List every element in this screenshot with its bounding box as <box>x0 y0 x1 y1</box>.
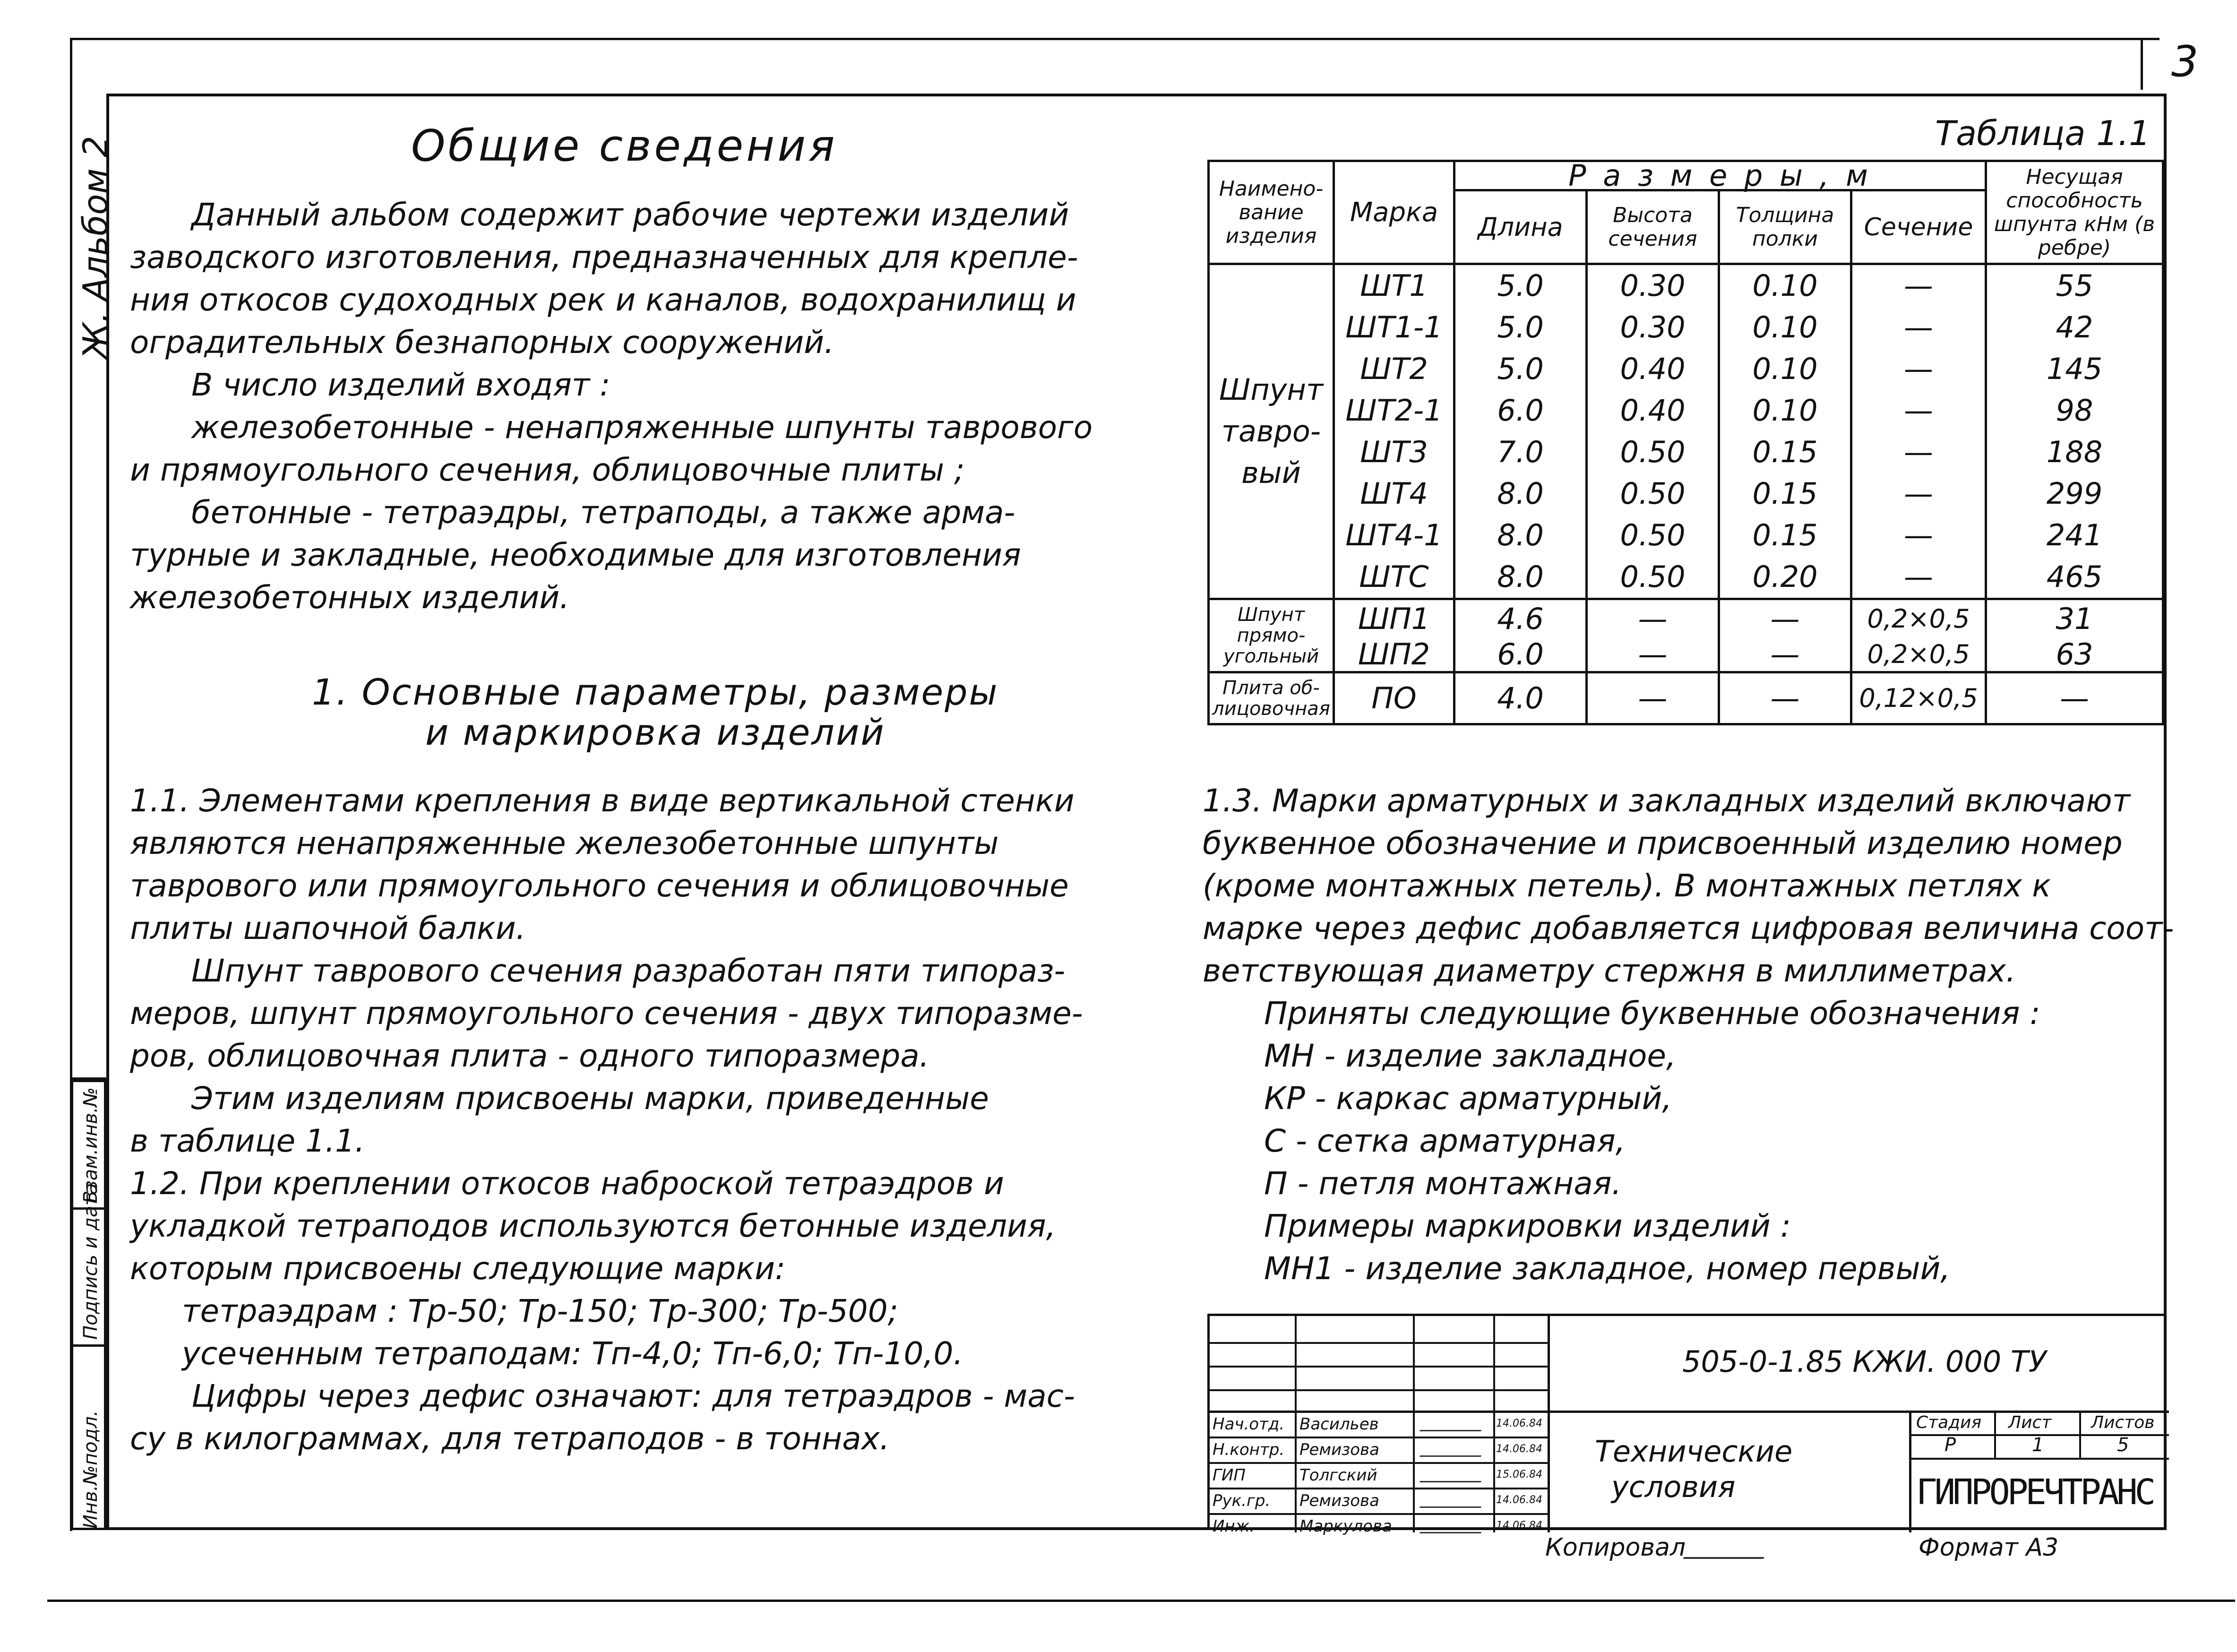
signer-name: Маркулова <box>1299 1517 1392 1536</box>
cell-flange: 0.10 <box>1719 390 1851 431</box>
table-row <box>1209 638 2163 672</box>
header-capacity: Несущая способность шпунта кНм (в ребре) <box>1986 161 2163 264</box>
cell-capacity: 188 <box>1986 431 2163 473</box>
signer-role: ГИП <box>1213 1466 1246 1485</box>
cell-height: — <box>1587 638 1719 672</box>
body-line: П - петля монтажная. <box>1264 1165 1622 1202</box>
cell-mark: ШТ2-1 <box>1334 390 1454 431</box>
body-line: тетраэдрам : Тр-50; Тр-150; Тр-300; Тр-500; <box>182 1293 898 1329</box>
table-row <box>1209 264 2163 307</box>
page-title: Общие сведения <box>411 120 838 171</box>
group-tee: Шпунт тавро-вый <box>1209 264 1334 599</box>
cell-mark: ШП2 <box>1334 638 1454 672</box>
document-title-2: условия <box>1611 1470 1736 1504</box>
cell-length: 6.0 <box>1454 638 1587 672</box>
cell-capacity: 465 <box>1986 556 2163 599</box>
cell-capacity: 98 <box>1986 390 2163 431</box>
table-row <box>1209 515 2163 556</box>
signer-role: Нач.отд. <box>1213 1415 1285 1434</box>
cell-mark: ШТ1 <box>1334 264 1454 307</box>
left-body-text <box>130 780 1083 1460</box>
cell-height: 0.50 <box>1587 473 1719 515</box>
format-label: Формат А3 <box>1919 1533 2059 1562</box>
cell-capacity: 42 <box>1986 307 2163 348</box>
body-line: которым присвоены следующие марки: <box>130 1250 786 1287</box>
table-row <box>1209 431 2163 473</box>
table-row <box>1209 307 2163 348</box>
cell-height: 0.50 <box>1587 431 1719 473</box>
cell-flange: 0.15 <box>1719 431 1851 473</box>
signer-name: Ремизова <box>1299 1491 1379 1510</box>
cell-capacity: 31 <box>1986 599 2163 638</box>
copier-signature <box>1683 1538 1771 1559</box>
cell-length: 5.0 <box>1454 264 1587 307</box>
cell-length: 5.0 <box>1454 348 1587 390</box>
header-section: Сечение <box>1851 190 1986 264</box>
intro-line: ния откосов судоходных рек и каналов, водохранилищ и <box>130 282 1076 318</box>
document-title: Технические <box>1595 1434 1793 1469</box>
cell-capacity: 55 <box>1986 264 2163 307</box>
cell-height: — <box>1587 599 1719 638</box>
organization-name: ГИПРОРЕЧТРАНС <box>1916 1472 2153 1513</box>
cell-flange: 0.15 <box>1719 515 1851 556</box>
signature-mark <box>1420 1416 1487 1431</box>
signer-date: 14.06.84 <box>1496 1443 1542 1455</box>
body-line: таврового или прямоугольного сечения и облицовочные <box>130 868 1069 904</box>
signer-row <box>1210 1489 1548 1515</box>
intro-line: заводского изготовления, предназначенных для крепле- <box>130 239 1078 275</box>
header-mark: Марка <box>1334 161 1454 264</box>
table-row <box>1209 390 2163 431</box>
body-line: МН - изделие закладное, <box>1264 1038 1677 1074</box>
cell-section: — <box>1851 515 1986 556</box>
body-line: МН1 - изделие закладное, номер первый, <box>1264 1250 1951 1287</box>
intro-text <box>130 194 1093 619</box>
body-line: в таблице 1.1. <box>130 1123 365 1159</box>
dimensions-table <box>1207 160 2164 725</box>
signer-row <box>1210 1438 1548 1464</box>
group-rect: Шпунт прямо-угольный <box>1209 599 1334 672</box>
page-number-divider <box>2141 38 2143 90</box>
signer-row <box>1210 1413 1548 1438</box>
cell-mark: ШТ4 <box>1334 473 1454 515</box>
cell-capacity: 299 <box>1986 473 2163 515</box>
cell-flange: — <box>1719 672 1851 724</box>
body-line: Этим изделиям присвоены марки, приведенные <box>191 1080 989 1117</box>
body-line: Примеры маркировки изделий : <box>1264 1208 1791 1244</box>
cell-capacity: 241 <box>1986 515 2163 556</box>
table-row <box>1209 672 2163 724</box>
cell-capacity: 63 <box>1986 638 2163 672</box>
body-line: Цифры через дефис означают: для тетраэдров - мас- <box>191 1378 1075 1414</box>
signer-name: Васильев <box>1299 1415 1379 1434</box>
cell-section: 0,2×0,5 <box>1851 599 1986 638</box>
copied-label: Копировал <box>1545 1533 1686 1562</box>
signature-mark <box>1420 1467 1487 1482</box>
body-line: являются ненапряженные железобетонные шпунты <box>130 825 999 861</box>
header-flange: Толщина полки <box>1719 190 1851 264</box>
cell-length: 6.0 <box>1454 390 1587 431</box>
signer-date: 15.06.84 <box>1496 1469 1542 1480</box>
cell-mark: ШТ1-1 <box>1334 307 1454 348</box>
cell-section: — <box>1851 348 1986 390</box>
body-line: буквенное обозначение и присвоенный изделию номер <box>1203 825 2123 861</box>
intro-line: В число изделий входят : <box>191 367 611 403</box>
body-line: усеченным тетраподам: Тп-4,0; Тп-6,0; Тп-10,0. <box>182 1335 964 1372</box>
body-line: КР - каркас арматурный, <box>1264 1080 1672 1117</box>
cell-flange: 0.15 <box>1719 473 1851 515</box>
body-line: 1.3. Марки арматурных и закладных изделий включают <box>1203 783 2131 819</box>
cell-height: 0.50 <box>1587 515 1719 556</box>
table-caption: Таблица 1.1 <box>1935 113 2151 153</box>
sheets-value: 5 <box>2117 1434 2129 1456</box>
body-line: Приняты следующие буквенные обозначения : <box>1264 995 2040 1032</box>
intro-line: Данный альбом содержит рабочие чертежи изделий <box>191 197 1069 233</box>
cell-length: 4.0 <box>1454 672 1587 724</box>
cell-height: — <box>1587 672 1719 724</box>
body-line: Шпунт таврового сечения разработан пяти типораз- <box>191 953 1066 989</box>
cell-height: 0.30 <box>1587 264 1719 307</box>
stage-label: Стадия <box>1916 1413 1982 1432</box>
signer-date: 14.06.84 <box>1496 1494 1542 1506</box>
group-plate: Плита об-лицовочная <box>1209 672 1334 724</box>
body-line: ров, облицовочная плита - одного типоразмера. <box>130 1038 929 1074</box>
stamp-strip <box>71 1077 106 1530</box>
cell-capacity: 145 <box>1986 348 2163 390</box>
cell-length: 4.6 <box>1454 599 1587 638</box>
body-line: С - сетка арматурная, <box>1264 1123 1626 1159</box>
stamp-inv-label: Инв.№подл. <box>80 1410 102 1529</box>
cell-flange: — <box>1719 638 1851 672</box>
cell-section: — <box>1851 390 1986 431</box>
cell-section: — <box>1851 264 1986 307</box>
signature-mark <box>1420 1518 1487 1533</box>
section-subtitle: и маркировка изделий <box>425 711 886 753</box>
intro-line: турные и закладные, необходимые для изготовления <box>130 537 1021 573</box>
cell-mark: ПО <box>1334 672 1454 724</box>
album-label: Ж. Альбом 2 <box>76 136 115 359</box>
cell-mark: ШТ2 <box>1334 348 1454 390</box>
cell-section: — <box>1851 473 1986 515</box>
stamp-signature-label: Подпись и дата <box>80 1183 102 1340</box>
signer-name: Толгский <box>1299 1466 1377 1485</box>
cell-mark: ШТ4-1 <box>1334 515 1454 556</box>
signers-list <box>1210 1413 1548 1536</box>
body-line: марке через дефис добавляется цифровая величина соот- <box>1203 910 2174 946</box>
cell-section: — <box>1851 431 1986 473</box>
cell-mark: ШП1 <box>1334 599 1454 638</box>
body-line: ветствующая диаметру стержня в миллиметрах. <box>1203 953 2016 989</box>
signer-date: 14.06.84 <box>1496 1418 1542 1429</box>
cell-flange: 0.20 <box>1719 556 1851 599</box>
cell-capacity: — <box>1986 672 2163 724</box>
cell-length: 7.0 <box>1454 431 1587 473</box>
cell-section: — <box>1851 556 1986 599</box>
right-body-text <box>1203 780 2174 1290</box>
body-line: укладкой тетраподов используются бетонные изделия, <box>130 1208 1056 1244</box>
header-sizes: Р а з м е р ы , м <box>1454 161 1986 190</box>
cell-mark: ШТ3 <box>1334 431 1454 473</box>
body-line: 1.2. При креплении откосов наброской тетраэдров и <box>130 1165 1004 1202</box>
cell-height: 0.30 <box>1587 307 1719 348</box>
sheet-label: Лист <box>2008 1413 2052 1432</box>
signature-mark <box>1420 1441 1487 1457</box>
table-row <box>1209 473 2163 515</box>
header-length: Длина <box>1454 190 1587 264</box>
cell-flange: 0.10 <box>1719 348 1851 390</box>
cell-mark: ШТС <box>1334 556 1454 599</box>
signer-row <box>1210 1515 1548 1536</box>
document-code: 505-0-1.85 КЖИ. 000 ТУ <box>1682 1344 2047 1379</box>
cell-section: — <box>1851 307 1986 348</box>
body-line: 1.1. Элементами крепления в виде вертикальной стенки <box>130 783 1075 819</box>
cell-length: 8.0 <box>1454 473 1587 515</box>
signature-mark <box>1420 1492 1487 1508</box>
stage-value: Р <box>1944 1434 1956 1456</box>
sheet-value: 1 <box>2032 1434 2044 1456</box>
signer-role: Инж. <box>1213 1517 1255 1536</box>
title-block <box>1207 1314 2167 1536</box>
page-number: 3 <box>2171 37 2199 86</box>
cell-height: 0.40 <box>1587 390 1719 431</box>
sheets-label: Листов <box>2091 1413 2155 1432</box>
intro-line: оградительных безнапорных сооружений. <box>130 324 835 361</box>
signer-role: Н.контр. <box>1213 1440 1285 1459</box>
cell-section: 0,12×0,5 <box>1851 672 1986 724</box>
header-name: Наимено-вание изделия <box>1209 161 1334 264</box>
revision-grid <box>1210 1316 1550 1411</box>
cell-length: 5.0 <box>1454 307 1587 348</box>
body-line: (кроме монтажных петель). В монтажных петлях к <box>1203 868 2051 904</box>
table-row <box>1209 599 2163 638</box>
body-line: плиты шапочной балки. <box>130 910 526 946</box>
table-row <box>1209 556 2163 599</box>
intro-line: железобетонные - ненапряженные шпунты таврового <box>191 409 1093 446</box>
signer-date: 14.06.84 <box>1496 1520 1542 1532</box>
header-height: Высота сечения <box>1587 190 1719 264</box>
intro-line: и прямоугольного сечения, облицовочные плиты ; <box>130 452 965 488</box>
table-row <box>1209 348 2163 390</box>
intro-line: железобетонных изделий. <box>130 579 570 616</box>
cell-section: 0,2×0,5 <box>1851 638 1986 672</box>
signer-name: Ремизова <box>1299 1440 1379 1459</box>
body-line: меров, шпунт прямоугольного сечения - двух типоразме- <box>130 995 1083 1032</box>
stamp-replace-label: Взам.инв.№ <box>80 1087 102 1204</box>
bottom-border-line <box>47 1600 2235 1602</box>
section-title: 1. Основные параметры, размеры <box>312 671 999 713</box>
cell-length: 8.0 <box>1454 515 1587 556</box>
cell-flange: 0.10 <box>1719 307 1851 348</box>
cell-flange: 0.10 <box>1719 264 1851 307</box>
signer-row <box>1210 1464 1548 1489</box>
cell-height: 0.40 <box>1587 348 1719 390</box>
signer-role: Рук.гр. <box>1213 1491 1271 1510</box>
cell-flange: — <box>1719 599 1851 638</box>
body-line: су в килограммах, для тетраподов - в тоннах. <box>130 1420 890 1457</box>
cell-length: 8.0 <box>1454 556 1587 599</box>
cell-height: 0.50 <box>1587 556 1719 599</box>
top-border-line <box>71 38 2160 40</box>
intro-line: бетонные - тетраэдры, тетраподы, а также арма- <box>191 494 1015 531</box>
